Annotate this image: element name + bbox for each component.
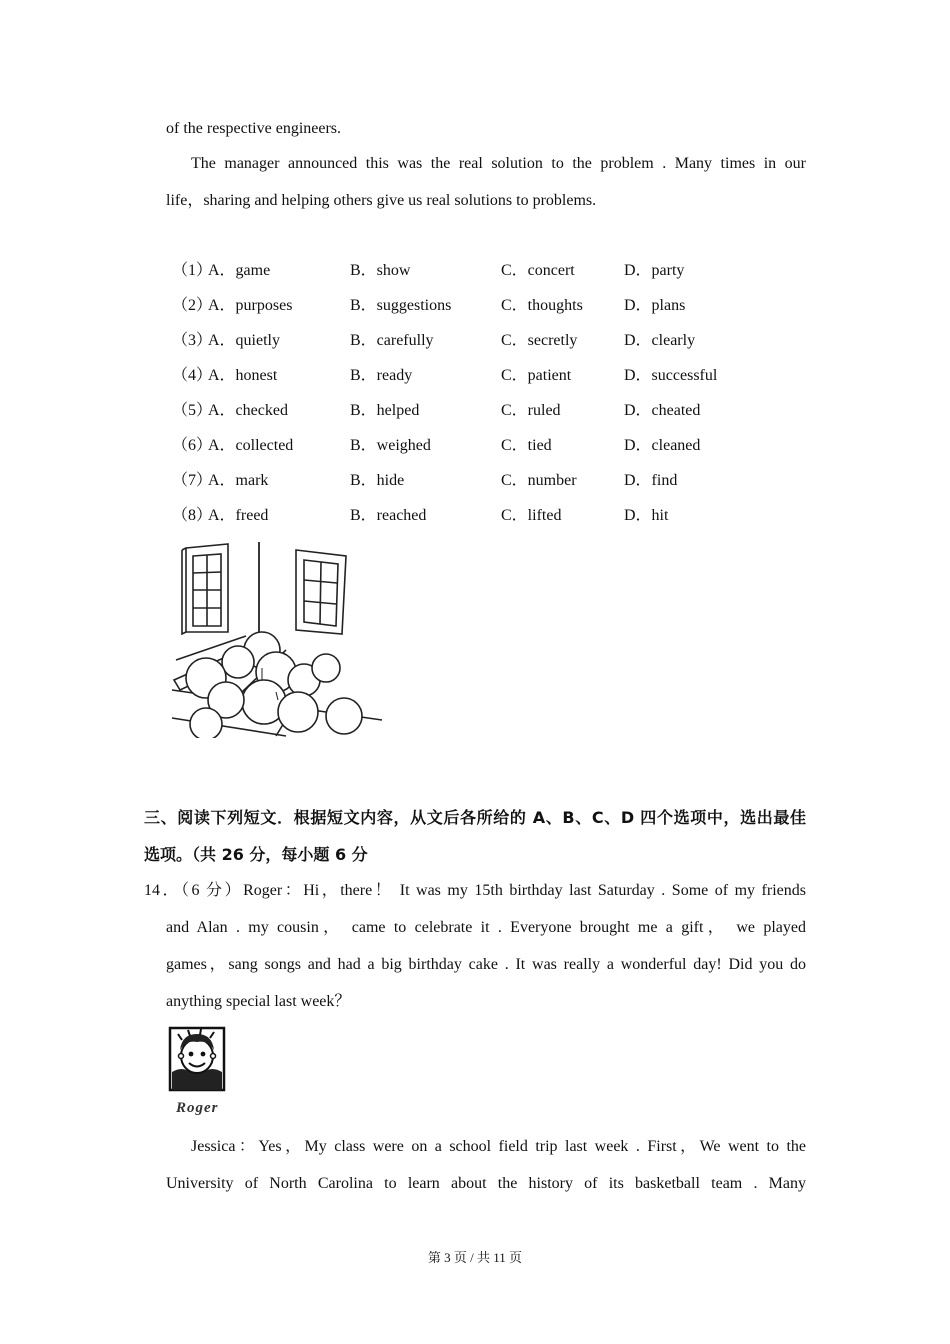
roger-portrait [168, 1026, 226, 1092]
option-d: D．cleaned [624, 437, 701, 454]
option-row [172, 401, 812, 421]
option-c: C．ruled [501, 402, 561, 419]
question-line: games，sang songs and had a big birthday cake . It was really a wonderful day! Did you do [166, 956, 806, 973]
option-number: （2） [172, 297, 213, 314]
question-line: anything special last week？ [166, 993, 351, 1010]
option-b: B．ready [350, 367, 413, 384]
option-b: B．suggestions [350, 297, 452, 314]
option-row [172, 331, 812, 351]
option-c: C．tied [501, 437, 552, 454]
section-heading: 选项。（共 26 分，每小题 6 分 [144, 845, 368, 864]
option-b: B．carefully [350, 332, 434, 349]
option-row [172, 471, 812, 491]
option-b: B．hide [350, 472, 405, 489]
option-c: C．number [501, 472, 577, 489]
option-number: （5） [172, 402, 213, 419]
option-number: （4） [172, 367, 213, 384]
option-d: D．find [624, 472, 678, 489]
option-row [172, 366, 812, 386]
question-line: and Alan . my cousin， came to celebrate it . Everyone brought me a gift， we played [166, 919, 806, 936]
section-heading: 三、阅读下列短文．根据短文内容，从文后各所给的 A、B、C、D 四个选项中，选出最佳 [144, 808, 806, 827]
option-row [172, 261, 812, 281]
option-b: B．helped [350, 402, 420, 419]
option-c: C．thoughts [501, 297, 583, 314]
passage-line: life，sharing and helping others give us real solutions to problems. [166, 192, 597, 209]
option-number: （8） [172, 507, 213, 524]
option-number: （1） [172, 262, 213, 279]
question-line: Jessica：Yes，My class were on a school field trip last week . First，We went to the [191, 1138, 806, 1155]
option-d: D．clearly [624, 332, 696, 349]
page-footer: 第 3 页 / 共 11 页 [427, 1250, 523, 1265]
option-a: A．game [208, 262, 271, 279]
option-c: C．secretly [501, 332, 578, 349]
option-d: D．plans [624, 297, 686, 314]
option-a: A．purposes [208, 297, 293, 314]
passage-line: of the respective engineers. [166, 120, 342, 137]
option-number: （6） [172, 437, 213, 454]
option-a: A．freed [208, 507, 269, 524]
question-line: 14．（6 分）Roger：Hi，there！ It was my 15th birthday last Saturday . Some of my friends [144, 882, 806, 899]
question-line: University of North Carolina to learn about the history of its basketball team . Many [166, 1175, 806, 1192]
option-a: A．checked [208, 402, 288, 419]
option-b: B．reached [350, 507, 427, 524]
roger-caption: Roger [176, 1100, 219, 1116]
option-a: A．quietly [208, 332, 280, 349]
option-row [172, 296, 812, 316]
option-a: A．mark [208, 472, 269, 489]
option-a: A．collected [208, 437, 294, 454]
balloons-room-illustration [166, 540, 388, 738]
option-number: （7） [172, 472, 213, 489]
option-c: C．patient [501, 367, 572, 384]
option-d: D．cheated [624, 402, 701, 419]
passage-line: The manager announced this was the real solution to the problem . Many times in our [191, 155, 806, 172]
option-a: A．honest [208, 367, 278, 384]
option-b: B．show [350, 262, 411, 279]
option-b: B．weighed [350, 437, 431, 454]
option-row [172, 436, 812, 456]
option-c: C．concert [501, 262, 575, 279]
option-number: （3） [172, 332, 213, 349]
option-c: C．lifted [501, 507, 562, 524]
option-row [172, 506, 812, 526]
option-d: D．party [624, 262, 685, 279]
option-d: D．hit [624, 507, 669, 524]
option-d: D．successful [624, 367, 718, 384]
